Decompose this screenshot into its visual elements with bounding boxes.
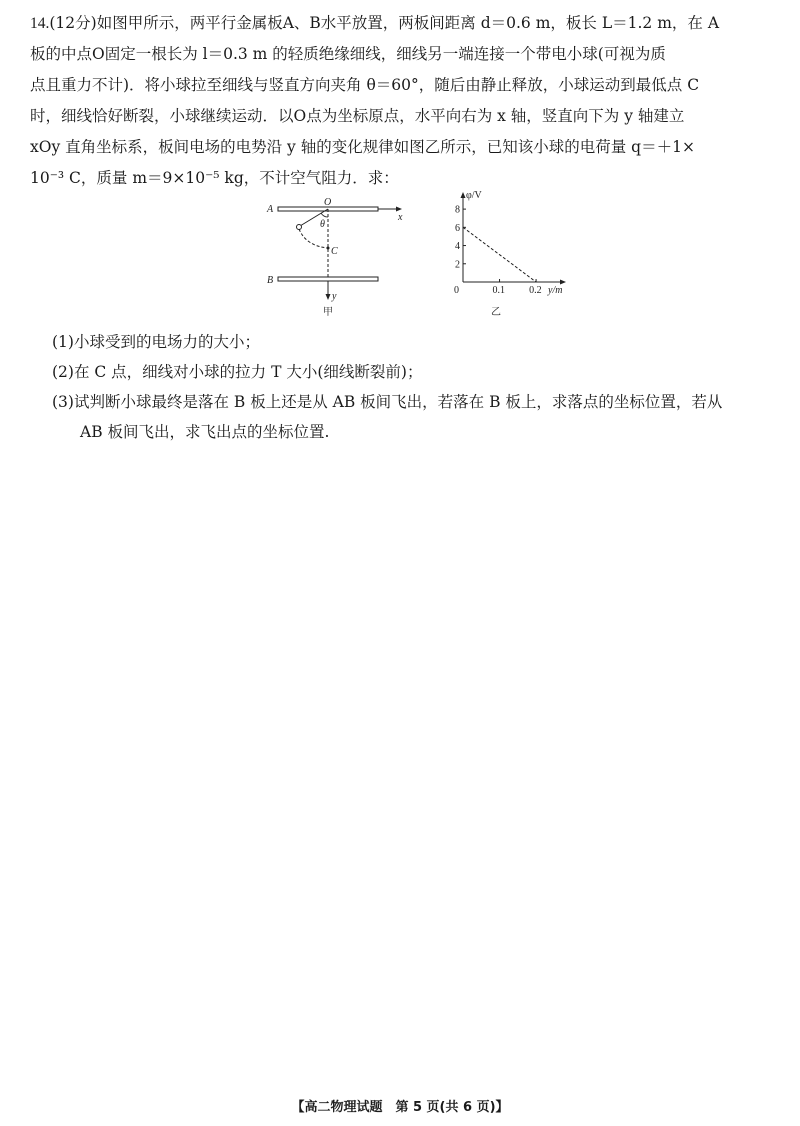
- question-points: (12分): [49, 14, 97, 32]
- chart-y-tick-label: 8: [455, 204, 460, 216]
- chart-y-axis-label: φ/V: [466, 190, 482, 201]
- problem-statement: [30, 8, 775, 194]
- label-point-c: C: [331, 246, 338, 257]
- problem-line-5: xOy 直角坐标系，板间电场的电势沿 y 轴的变化规律如图乙所示，已知该小球的电荷量 q＝＋1×: [30, 138, 695, 156]
- plate-b: [278, 277, 378, 281]
- chart-layer: [455, 192, 566, 296]
- caption-yi: 乙: [491, 307, 501, 318]
- label-x-axis: x: [398, 212, 403, 223]
- label-plate-a: A: [267, 204, 274, 215]
- chart-y-tick-label: 6: [455, 222, 460, 234]
- chart-series-line: [463, 227, 536, 282]
- point-c-dot: [327, 247, 330, 250]
- problem-line-2: 板的中点O固定一根长为 l＝0.3 m 的轻质绝缘细线，细线另一端连接一个带电小球(可视为质: [30, 45, 666, 63]
- sub-questions: [52, 327, 774, 447]
- label-origin: O: [324, 197, 332, 208]
- chart-x-axis-label: y/m: [548, 285, 563, 296]
- figure-yi-chart: [448, 190, 578, 320]
- chart-origin-label: 0: [454, 285, 459, 296]
- problem-line-6: 10⁻³ C，质量 m＝9×10⁻⁵ kg，不计空气阻力．求：: [30, 169, 399, 187]
- problem-text-1: 如图甲所示，两平行金属板A、B水平放置，两板间距离 d＝0.6 m，板长 L＝1.2 m，在 A: [96, 14, 720, 32]
- chart-x-tick-label: 0.2: [529, 285, 542, 296]
- angle-arc: [321, 213, 328, 217]
- page-footer: 【高二物理试题 第 5 页(共 6 页)】: [291, 1100, 509, 1115]
- question-number: 14.: [30, 15, 50, 32]
- charged-ball: [297, 225, 302, 230]
- figure-jia: [258, 196, 418, 320]
- swing-path: [299, 229, 328, 248]
- sub-question-1: (1)小球受到的电场力的大小；: [52, 333, 260, 351]
- chart-x-axis-arrow: [560, 280, 566, 285]
- problem-line-3: 点且重力不计)．将小球拉至细线与竖直方向夹角 θ＝60°，随后由静止释放，小球运动到最低点 C: [30, 76, 700, 94]
- x-axis-arrow: [396, 207, 402, 212]
- sub-question-3: (3)试判断小球最终是落在 B 板上还是从 AB 板间飞出，若落在 B 板上，求落点的坐标位置，若从: [52, 393, 723, 411]
- label-plate-b: B: [267, 275, 274, 286]
- figures: [258, 190, 578, 320]
- label-angle: θ: [320, 219, 325, 230]
- problem-line-1: [30, 8, 775, 39]
- sub-question-3-continued: AB 板间飞出，求飞出点的坐标位置.: [80, 423, 330, 441]
- chart-y-tick-label: 2: [455, 259, 460, 271]
- caption-jia: 甲: [323, 307, 333, 318]
- chart-x-tick-label: 0.1: [492, 285, 506, 296]
- label-y-axis: y: [332, 291, 337, 302]
- chart-y-tick-label: 4: [455, 241, 460, 253]
- y-axis-arrow: [326, 294, 331, 300]
- problem-line-4: 时，细线恰好断裂，小球继续运动．以O点为坐标原点，水平向右为 x 轴，竖直向下为 y 轴建立: [30, 107, 685, 125]
- sub-question-2: (2)在 C 点，细线对小球的拉力 T 大小(细线断裂前)；: [52, 363, 423, 381]
